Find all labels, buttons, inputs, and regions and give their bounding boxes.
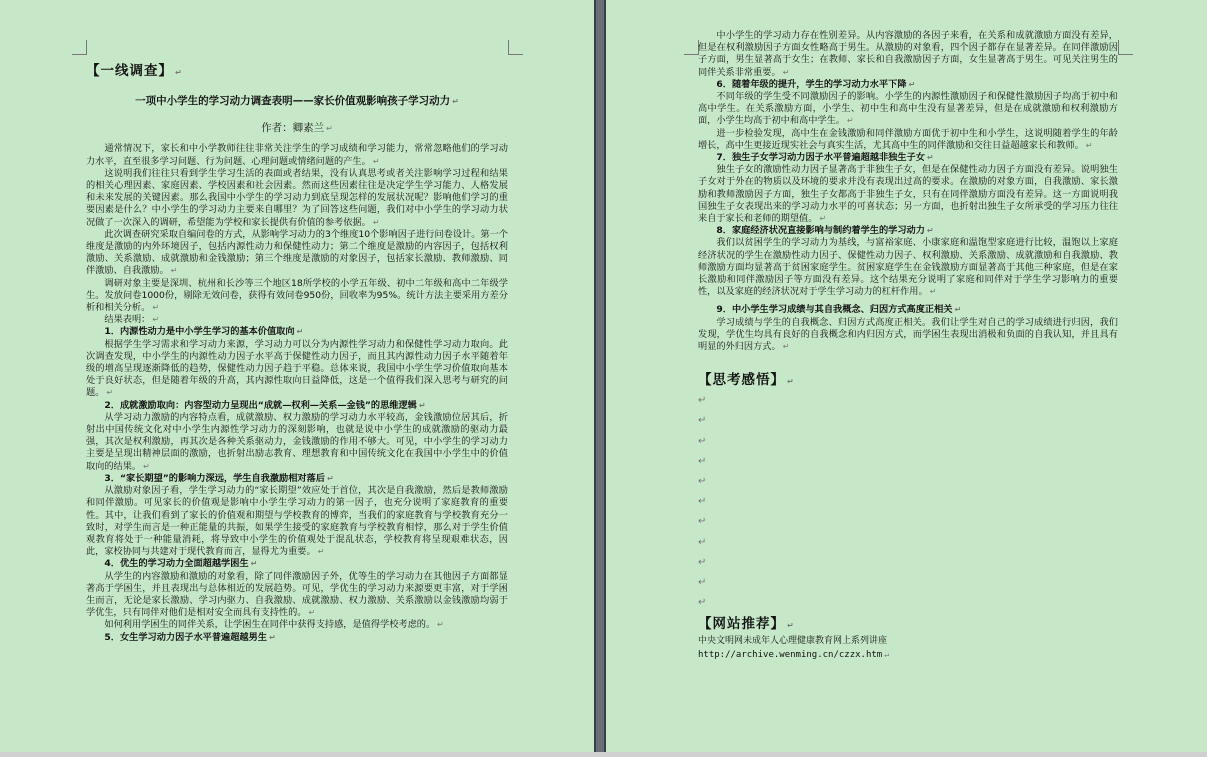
finding-heading: 6．随着年级的提升，学生的学习动力水平下降 ↵ [716, 78, 916, 90]
empty-line[interactable]: ↵ [698, 455, 707, 467]
website-url[interactable]: http://archive.wenming.cn/czzx.htm ↵ [698, 650, 890, 661]
finding-text: 我们以贫困学生的学习动力为基线，与富裕家庭、小康家庭和温饱型家庭进行比较，温饱以上家庭经济状况的学生在激励性动力因子、保健性动力因子、权利激励、关系激励、成就激励和自我激励、教师激励方面均显著高于贫困家庭学生。贫困家庭学生在金钱激励方面显著高于其他三种家庭，但是在家长激励和同伴激励因子等方面没有差异。这个结果充分说明了家庭和同伴对于学生学习影响力的重要性，以及家庭的经济状况对于学生学习动力的杠杆作用。 ↵ [698, 237, 1118, 298]
empty-line[interactable]: ↵ [698, 516, 707, 528]
finding-text: 从学生的内容激励和激励的对象看，除了同伴激励因子外，优等生的学习动力在其他因子方面都显著高于学困生，并且表现出与总体相近的发展趋势。可见，学优生的学习动力来源要更丰富，对于学困生而言，无论是家长激励、学习内驱力、自我激励、成就激励、权力激励、关系激励以金钱激励均弱于学优生，只有同伴对他们是相对安全而具有支持性的。 ↵ [86, 570, 508, 619]
document-page-left [0, 0, 594, 757]
paragraph: 此次调查研究采取自编问卷的方式，从影响学习动力的3个维度10个影响因子进行问卷设计。第一个维度是激励的内外环境因子，包括内源性动力和保健性动力；第二个维度是激励的内容因子，包括权利激励、关系激励、成就激励和金钱激励；第三个维度是激励的对象因子，包括家长激励、教师激励、同伴激励、自我激励。 ↵ [86, 228, 508, 277]
left-page-content [86, 62, 508, 644]
paragraph: 通常情况下，家长和中小学教师往往非常关注学生的学习成绩和学习能力，常常忽略他们的学习动力水平，直至很多学习问题、行为问题、心理问题或情绪问题的产生。 ↵ [86, 143, 508, 167]
empty-line[interactable]: ↵ [698, 435, 707, 447]
empty-line[interactable]: ↵ [698, 496, 707, 508]
finding-heading: 9．中小学生学习成绩与其自我概念、归因方式高度正相关 ↵ [716, 304, 962, 316]
website-name: 中央文明网未成年人心理健康教育网上系列讲座 [698, 636, 888, 647]
empty-line[interactable]: ↵ [698, 536, 707, 548]
paragraph: 调研对象主要是深圳、杭州和长沙等三个地区18所学校的小学五年级、初中二年级和高中二年级学生。发放问卷1000份，剔除无效问卷，获得有效问卷950份，回收率为95%。统计方法主要采用方差分析和相关分析。 ↵ [86, 277, 508, 314]
empty-line[interactable]: ↵ [698, 576, 707, 588]
article-title: 一项中小学生的学习动力调查表明——家长价值观影响孩子学习动力 ↵ [135, 95, 459, 107]
finding-text: 从学习动力激励的内容特点看，成就激励、权力激励的学习动力水平较高，金钱激励位居其后，折射出中国传统文化对中小学生内源性学习动力的深刻影响，也就是说中小学生的成就激励的驱动力最强，其次是权利激励，再其次是各种关系驱动力，金钱激励的作用不够大。可见，中小学生的学习动力主要是呈现出精神层面的激励，也折射出励志教育、理想教育和中国传统文化在我国中小学生中的价值取向的结果。 ↵ [86, 411, 508, 472]
section-title-investigation: 【一线调查】 ↵ [86, 63, 183, 79]
empty-line[interactable]: ↵ [698, 556, 707, 568]
margin-corner-top-right [1118, 40, 1133, 55]
finding-heading: 3．“家长期望”的影响力深远，学生自我激励相对落后 ↵ [104, 472, 334, 484]
section-title-website: 【网站推荐】 ↵ [698, 616, 795, 633]
margin-corner-top-left [684, 40, 699, 55]
empty-line[interactable]: ↵ [698, 597, 707, 609]
margin-corner-top-right [508, 40, 523, 55]
empty-line[interactable]: ↵ [698, 415, 707, 427]
paragraph: 如何利用学困生的同伴关系，让学困生在同伴中获得支持感，是值得学校考虑的。 ↵ [104, 619, 444, 631]
status-strip [0, 752, 1207, 757]
finding-text: 不同年级的学生受不同激励因子的影响。小学生的内源性激励因子和保健性激励因子均高于初中和高中学生。在关系激励方面，小学生、初中生和高中生没有显著差异，但是在成就激励和权利激励方面，小学生均高于初中和高中学生。 ↵ [698, 91, 1118, 127]
finding-text: 根据学生学习需求和学习动力来源，学习动力可以分为内源性学习动力和保健性学习动力取向。此次调查发现，中小学生的内源性动力因子水平高于保健性动力因子，而且其内源性动力因子水平随着年级的增高呈现逐渐降低的趋势，保健性动力因子趋于平稳。总体来说，我国中小学生学习价值取向基本处于良好状态，但是随着年级的升高，其内源性取向日益降低，这是一个值得我们深入思考与研究的问题。 ↵ [86, 338, 508, 399]
paragraph: 这说明我们往往只看到学生学习生活的表面或者结果，没有认真思考或者关注影响学习过程和结果的相关心理因素、家庭因素、学校因素和社会因素。然而这些因素往往是决定学生学习能力、人格发展和未来发展的关键因素。那么我国中小学生的学习动力到底呈现怎样的发展状况呢？影响他们学习的重要因素是什么？中小学生的学习动力主要来自哪里？为了回答这些问题，我们对中小学生的学习动力状况做了一次深入的调研，希望能为学校和家长提供有价值的参考依据。 ↵ [86, 167, 508, 228]
finding-heading: 1．内源性动力是中小学生学习的基本价值取向 ↵ [104, 326, 304, 338]
finding-heading: 7．独生子女学习动力因子水平普遍超越非独生子女 ↵ [716, 152, 934, 164]
paragraph: 结果表明： ↵ [104, 314, 160, 326]
document-page-right [606, 0, 1207, 757]
page-divider [594, 0, 606, 757]
finding-heading: 8．家庭经济状况直接影响与制约着学生的学习动力 ↵ [716, 225, 934, 237]
finding-heading: 5．女生学习动力因子水平普遍超越男生 ↵ [104, 631, 276, 643]
spacer [698, 353, 1118, 371]
finding-text: 独生子女的激励性动力因子显著高于非独生子女，但是在保健性动力因子方面没有差异。说明独生子女对于外在的物质以及环境的要求并没有表现出过高的要求。在激励的对象方面，自我激励、家长激励和教师激励因子方面，独生子女都高于非独生子女，只有在同伴激励方面没有差异。这一方面说明我国独生子女表现出来的学习动力水平的可喜状态；另一方面，也折射出独生子女所承受的学习压力往往来自于家长和老师的期望值。 ↵ [698, 164, 1118, 225]
section-title-reflection: 【思考感悟】 ↵ [698, 372, 795, 389]
empty-line[interactable]: ↵ [698, 395, 707, 407]
finding-heading: 4．优生的学习动力全面超越学困生 ↵ [104, 558, 258, 570]
right-page-content [698, 30, 1118, 662]
paragraph: 中小学生的学习动力存在性别差异。从内容激励的各因子来看，在关系和成就激励方面没有差异，但是在权利激励因子方面女性略高于男生。从激励的对象看，四个因子都存在显著差异。在同伴激励因子方面，男生显著高于女生；在教师、家长和自我激励因子方面，女生显著高于男生。可见关注男生的同伴关系非常重要。 ↵ [698, 30, 1118, 78]
finding-text: 进一步检验发现，高中生在金钱激励和同伴激励方面优于初中生和小学生，这说明随着学生的年龄增长，高中生更接近现实社会与真实生活，尤其高中生的同伴激励和交往日益超越家长和教师。 ↵ [698, 127, 1118, 151]
margin-corner-top-left [72, 40, 87, 55]
finding-heading: 2．成就激励取向：内容型动力呈现出“成就—权利—关系—金钱”的思维逻辑 ↵ [104, 399, 426, 411]
empty-line[interactable]: ↵ [698, 476, 707, 488]
article-author: 作者：卿素兰 ↵ [261, 122, 333, 135]
finding-text: 学习成绩与学生的自我概念、归因方式高度正相关。我们让学生对自己的学习成绩进行归因，我们发现，学优生均具有良好的自我概念和内归因方式，而学困生表现出消极和负面的自我认知，并且具有明显的外归因方式。 ↵ [698, 316, 1118, 353]
finding-text: 从激励对象因子看，学生学习动力的“家长期望”效应处于首位，其次是自我激励，然后是教师激励和同伴激励。可见家长的价值观是影响中小学生学习动力的第一因子，也充分说明了家庭教育的重要性。其中，让我们看到了家长的价值观和期望与学校教育的博弈，当我们的家庭教育与学校教育充分一致时，对学生而言是一种正能量的共振，如果学生接受的家庭教育与学校教育相悖，那么对于学生价值观教育将处于一种能量消耗，将导致中小学生的价值观处于混乱状态，学校教育将呈现艰难状态，因此，家校协同与共建对于现代教育而言，显得尤为重要。 ↵ [86, 485, 508, 558]
